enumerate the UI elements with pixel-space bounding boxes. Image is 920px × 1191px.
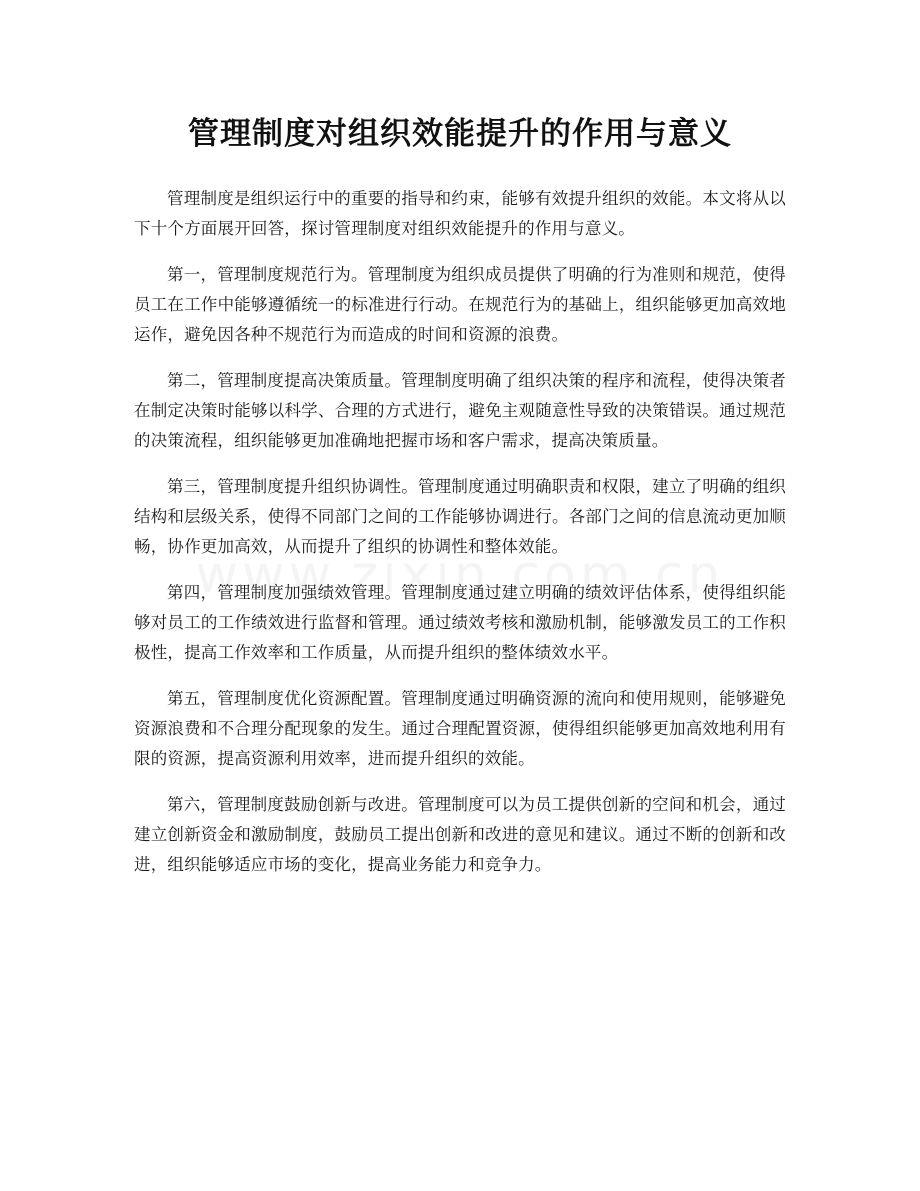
paragraph-fifth: 第五，管理制度优化资源配置。管理制度通过明确资源的流向和使用规则，能够避免资源浪费和不合理分配现象的发生。通过合理配置资源，使得组织能够更加高效地利用有限的资源，提高资源利用效率，进而提升组织的效能。 bbox=[134, 689, 786, 768]
paragraph-sixth: 第六，管理制度鼓励创新与改进。管理制度可以为员工提供创新的空间和机会，通过建立创新资金和激励制度，鼓励员工提出创新和改进的意见和建议。通过不断的创新和改进，组织能够适应市场的变化，提高业务能力和竞争力。 bbox=[134, 795, 786, 874]
paragraph-first: 第一，管理制度规范行为。管理制度为组织成员提供了明确的行为准则和规范，使得员工在工作中能够遵循统一的标准进行行动。在规范行为的基础上，组织能够更加高效地运作，避免因各种不规范行为而造成的时间和资源的浪费。 bbox=[134, 265, 786, 344]
paragraph-third: 第三，管理制度提升组织协调性。管理制度通过明确职责和权限，建立了明确的组织结构和层级关系，使得不同部门之间的工作能够协调进行。各部门之间的信息流动更加顺畅，协作更加高效，从而提升了组织的协调性和整体效能。 bbox=[134, 477, 786, 556]
paragraph-intro: 管理制度是组织运行中的重要的指导和约束，能够有效提升组织的效能。本文将从以下十个方面展开回答，探讨管理制度对组织效能提升的作用与意义。 bbox=[134, 189, 786, 238]
paragraph-fourth: 第四，管理制度加强绩效管理。管理制度通过建立明确的绩效评估体系，使得组织能够对员工的工作绩效进行监督和管理。通过绩效考核和激励机制，能够激发员工的工作积极性，提高工作效率和工作质量，从而提升组织的整体绩效水平。 bbox=[134, 583, 786, 662]
document-title: 管理制度对组织效能提升的作用与意义 bbox=[188, 116, 732, 152]
document-body bbox=[134, 184, 786, 896]
paragraph-second: 第二，管理制度提高决策质量。管理制度明确了组织决策的程序和流程，使得决策者在制定决策时能够以科学、合理的方式进行，避免主观随意性导致的决策错误。通过规范的决策流程，组织能够更加准确地把握市场和客户需求，提高决策质量。 bbox=[134, 371, 786, 450]
